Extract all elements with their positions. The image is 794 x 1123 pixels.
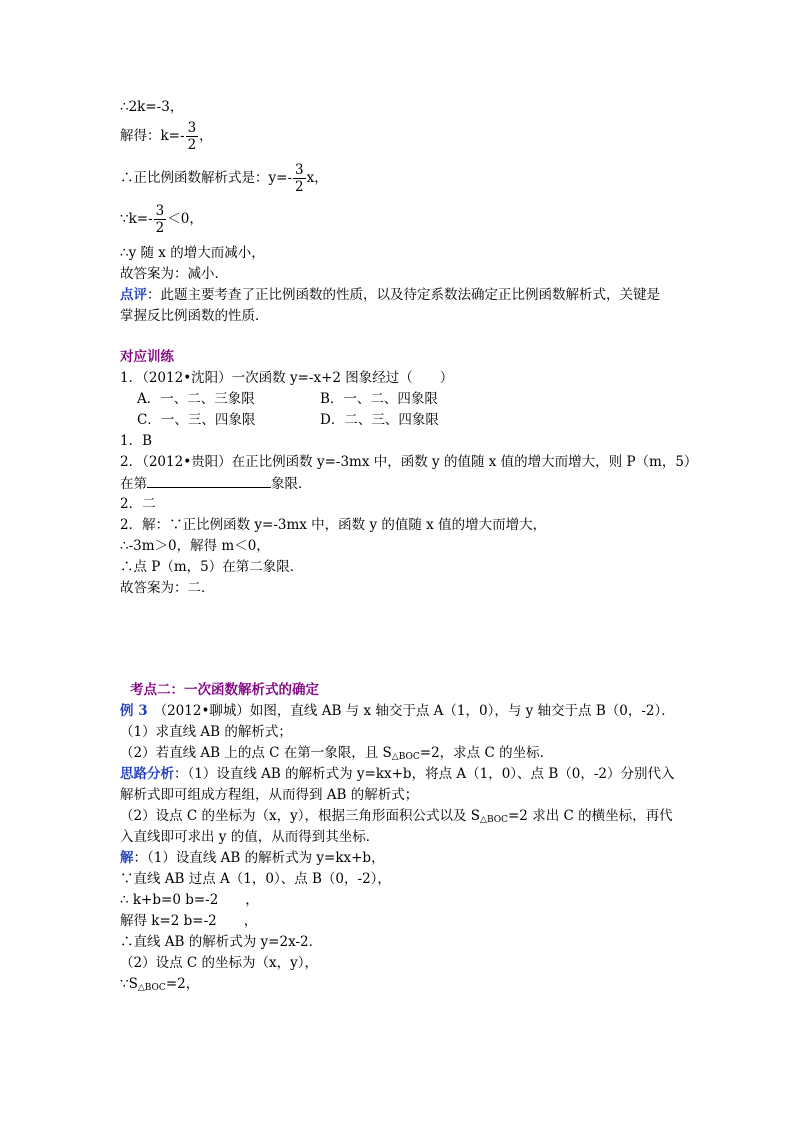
question-2-line-2: [120, 473, 312, 494]
text-line: [120, 120, 213, 153]
solution-2-line: ∴-3m＞0，解得 m＜0，: [120, 538, 270, 554]
solution-line: （2）设点 C 的坐标为（x，y），: [120, 955, 318, 971]
question-1: 1．（2012•沈阳）一次函数 y=-x+2 图象经过（ ）: [120, 370, 454, 386]
comment-line: [120, 285, 660, 305]
solution-line: ∵直线 AB 过点 A（1，0）、点 B（0，-2），: [120, 871, 391, 887]
comment-label: 点评: [120, 287, 147, 303]
fraction: [186, 120, 199, 153]
text-span: 在第: [120, 476, 147, 492]
analysis-line: [120, 764, 675, 784]
text-span: ＜0，: [167, 211, 203, 227]
comment-text: ：此题主要考查了正比例函数的性质，以及待定系数法确定正比例函数解析式，关键是: [147, 287, 660, 303]
fraction-denominator: 2: [155, 220, 165, 236]
text-span: =2 求出 C 的横坐标，再代: [508, 808, 673, 824]
text-span: ∴正比例函数解析式是：y=-: [120, 170, 292, 186]
analysis-label: 思路分析: [120, 766, 174, 782]
solution-2-line: 故答案为：二．: [120, 580, 215, 596]
text-line: [120, 203, 203, 236]
text-span: 象限．: [271, 476, 312, 492]
analysis-text: ：（1）设直线 AB 的解析式为 y=kx+b，将点 A（1，0）、点 B（0，-2）分别代入: [174, 766, 675, 782]
text-line: [120, 162, 328, 195]
options-row: [137, 410, 439, 430]
text-span: =2，: [165, 976, 200, 992]
text-span: ∵k=-: [120, 211, 153, 227]
option-b: B．一、二、四象限: [320, 391, 438, 407]
solution-line: [120, 974, 199, 998]
example-text: （2012•聊城）如图，直线 AB 与 x 轴交于点 A（1，0），与 y 轴交于点 B（0，-2）．: [153, 703, 675, 719]
fraction-denominator: 2: [187, 137, 197, 153]
example-question-1: （1）求直线 AB 的解析式；: [120, 724, 292, 740]
question-2: 2．（2012•贵阳）在正比例函数 y=-3mx 中，函数 y 的值随 x 值的增大而增大，则 P（m，5）: [120, 454, 698, 470]
solution-line: [120, 848, 385, 868]
subscript: △BOC: [480, 815, 508, 825]
solution-text: ：（1）设直线 AB 的解析式为 y=kx+b，: [133, 850, 385, 866]
fraction-denominator: 2: [295, 179, 304, 195]
fraction-numerator: 3: [295, 162, 304, 178]
solution-line: ∴ k+b=0 b=-2 ，: [120, 892, 259, 908]
comment-line: 掌握反比例函数的性质．: [120, 308, 269, 324]
option-c: C．一、三、四象限: [137, 412, 256, 428]
solution-line: 解得 k=2 b=-2 ，: [120, 913, 258, 929]
text-span: ，: [199, 128, 213, 144]
answer-blank: [147, 473, 271, 488]
solution-2-line: ∴点 P（m，5）在第二象限．: [120, 559, 304, 575]
text-line: ∴y 随 x 的增大而减小，: [120, 245, 265, 261]
section-heading: 对应训练: [120, 349, 174, 365]
text-span: =2，求点 C 的坐标．: [419, 745, 554, 761]
solution-line: ∴直线 AB 的解析式为 y=2x-2．: [120, 934, 323, 950]
text-span: 解得：k=-: [120, 128, 185, 144]
answer-2: 2．二: [120, 496, 156, 512]
text-span: ∵S: [120, 976, 138, 992]
text-span: x，: [306, 170, 328, 186]
fraction-numerator: 3: [155, 203, 165, 219]
options-row: [137, 389, 438, 409]
fraction: [293, 162, 306, 195]
answer-1: 1．B: [120, 433, 153, 449]
subscript: △BOC: [137, 983, 166, 993]
text-line: 故答案为：减小．: [120, 266, 228, 282]
option-a: A．一、二、三象限: [137, 391, 255, 407]
text-span: （2）若直线 AB 上的点 C 在第一象限，且 S: [120, 745, 392, 761]
text-span: （2）设点 C 的坐标为（x，y），根据三角形面积公式以及 S: [120, 808, 481, 824]
option-d: D．二、三、四象限: [320, 412, 439, 428]
solution-label: 解: [120, 850, 134, 866]
fraction-numerator: 3: [187, 120, 197, 136]
section-heading: 考点二：一次函数解析式的确定: [130, 682, 319, 698]
analysis-line: 入直线即可求出 y 的值，从而得到其坐标．: [120, 829, 380, 845]
example-label: 例 3: [120, 703, 148, 719]
example-line: [120, 701, 675, 721]
analysis-line: 解析式即可组成方程组，从而得到 AB 的解析式；: [120, 787, 419, 803]
solution-2-line: 2．解：∵正比例函数 y=-3mx 中，函数 y 的值随 x 值的增大而增大，: [120, 517, 547, 533]
fraction: [154, 203, 167, 236]
subscript: △BOC: [391, 752, 420, 762]
text-line: ∴2k=-3，: [120, 99, 184, 115]
